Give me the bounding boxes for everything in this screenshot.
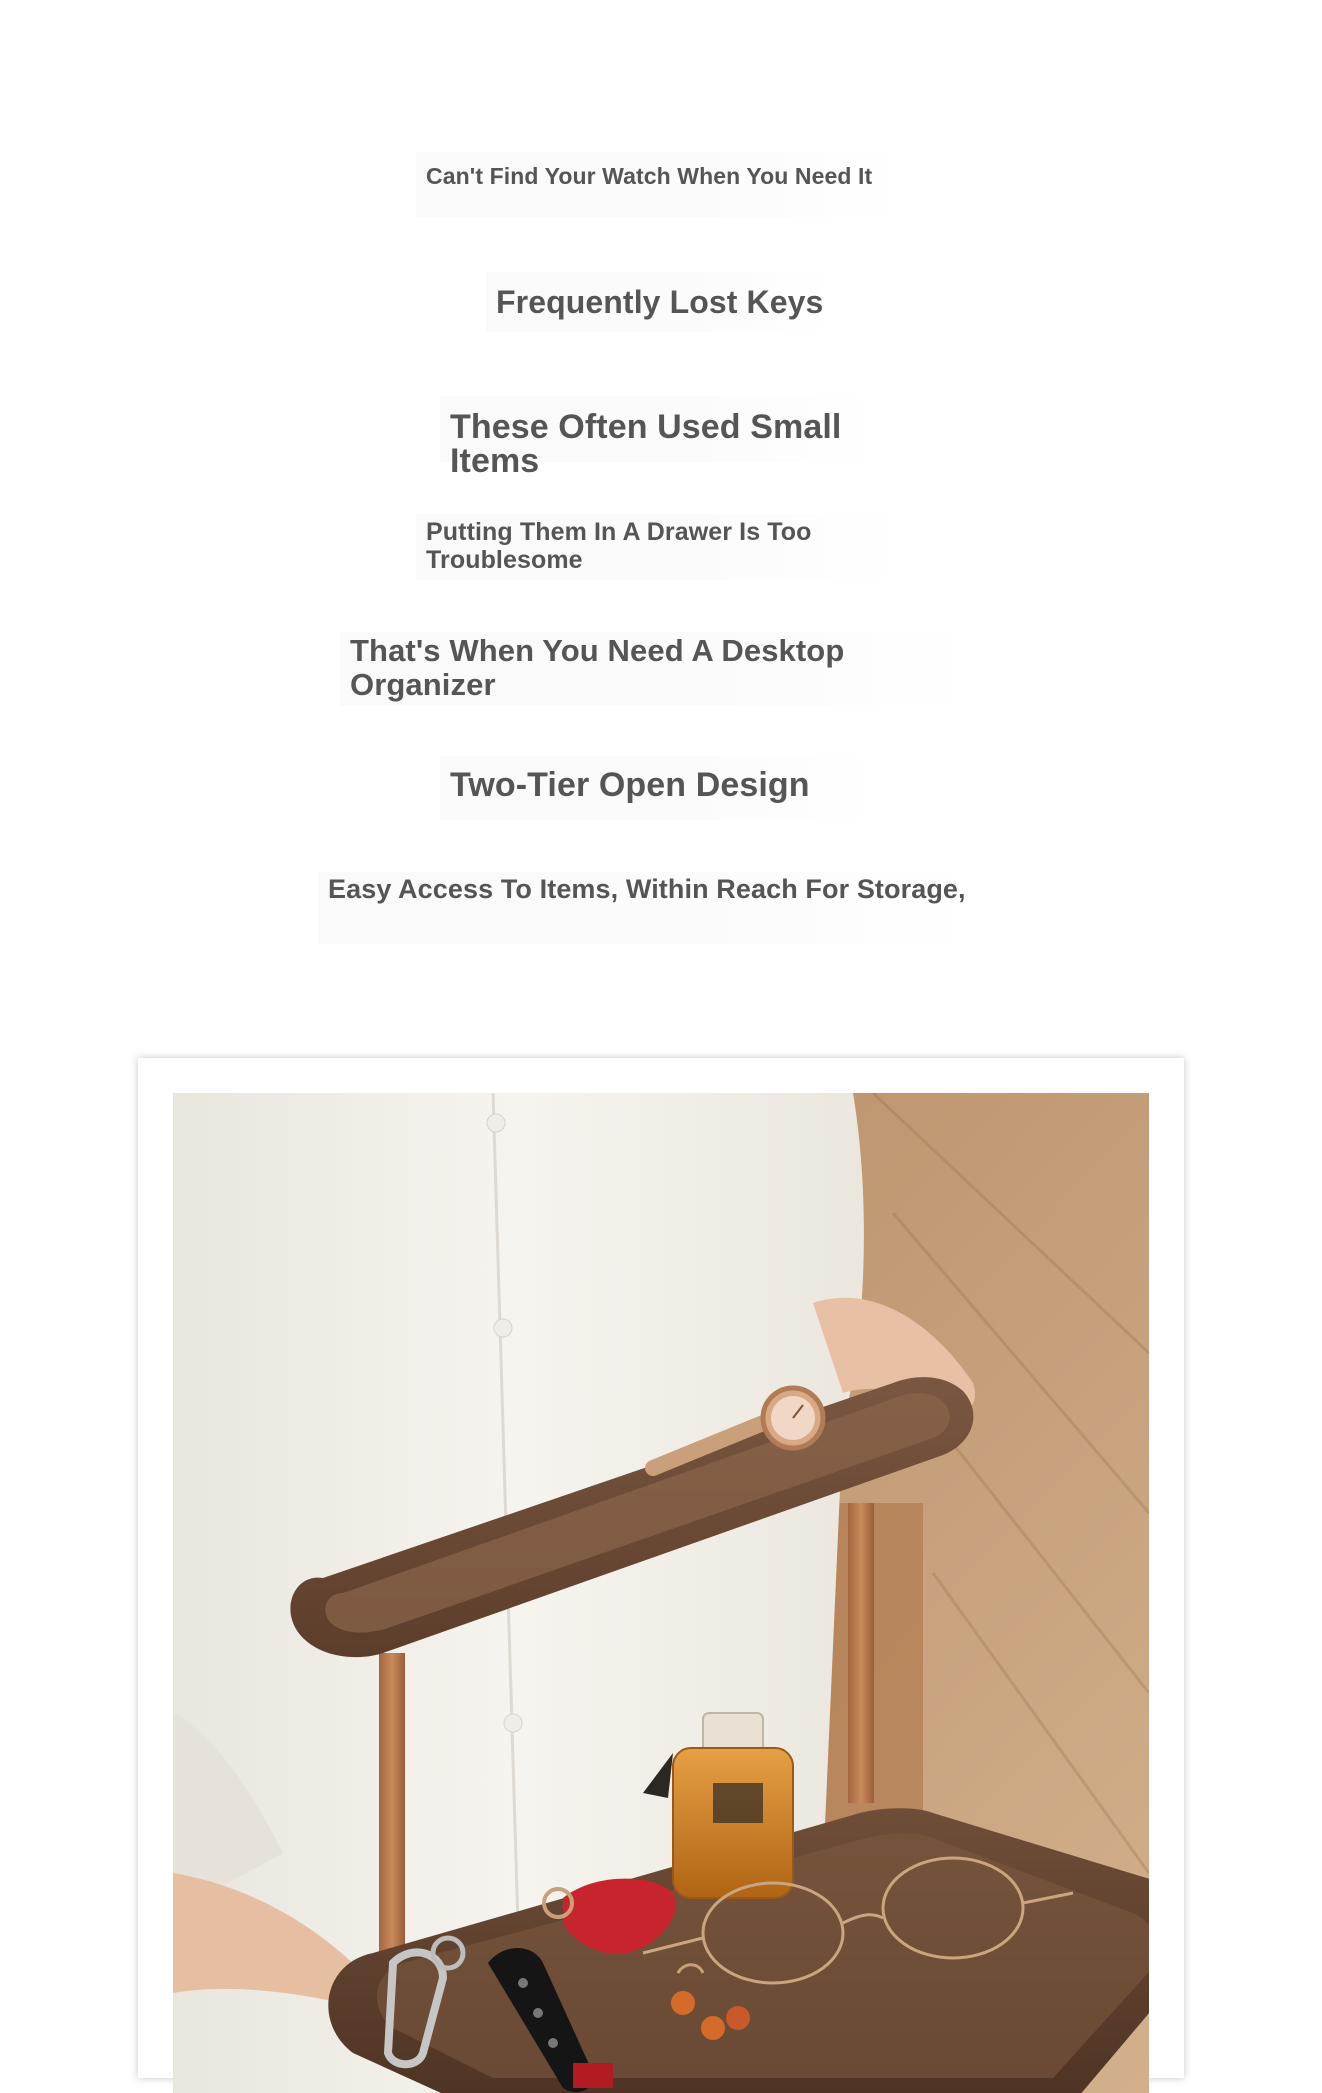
product-photo-frame	[138, 1058, 1184, 2078]
caption-keys: Frequently Lost Keys	[486, 272, 836, 332]
product-photo	[173, 1093, 1149, 2093]
caption-two-tier: Two-Tier Open Design	[440, 756, 880, 820]
organizer-illustration	[173, 1093, 1149, 2093]
caption-easy-access: Easy Access To Items, Within Reach For Storage,	[318, 872, 978, 944]
caption-drawer: Putting Them In A Drawer Is Too Troublesome	[416, 514, 906, 580]
caption-desktop-organizer: That's When You Need A Desktop Organizer	[340, 632, 980, 706]
caption-watch: Can't Find Your Watch When You Need It	[416, 152, 906, 218]
caption-small-items: These Often Used Small Items	[440, 396, 880, 462]
